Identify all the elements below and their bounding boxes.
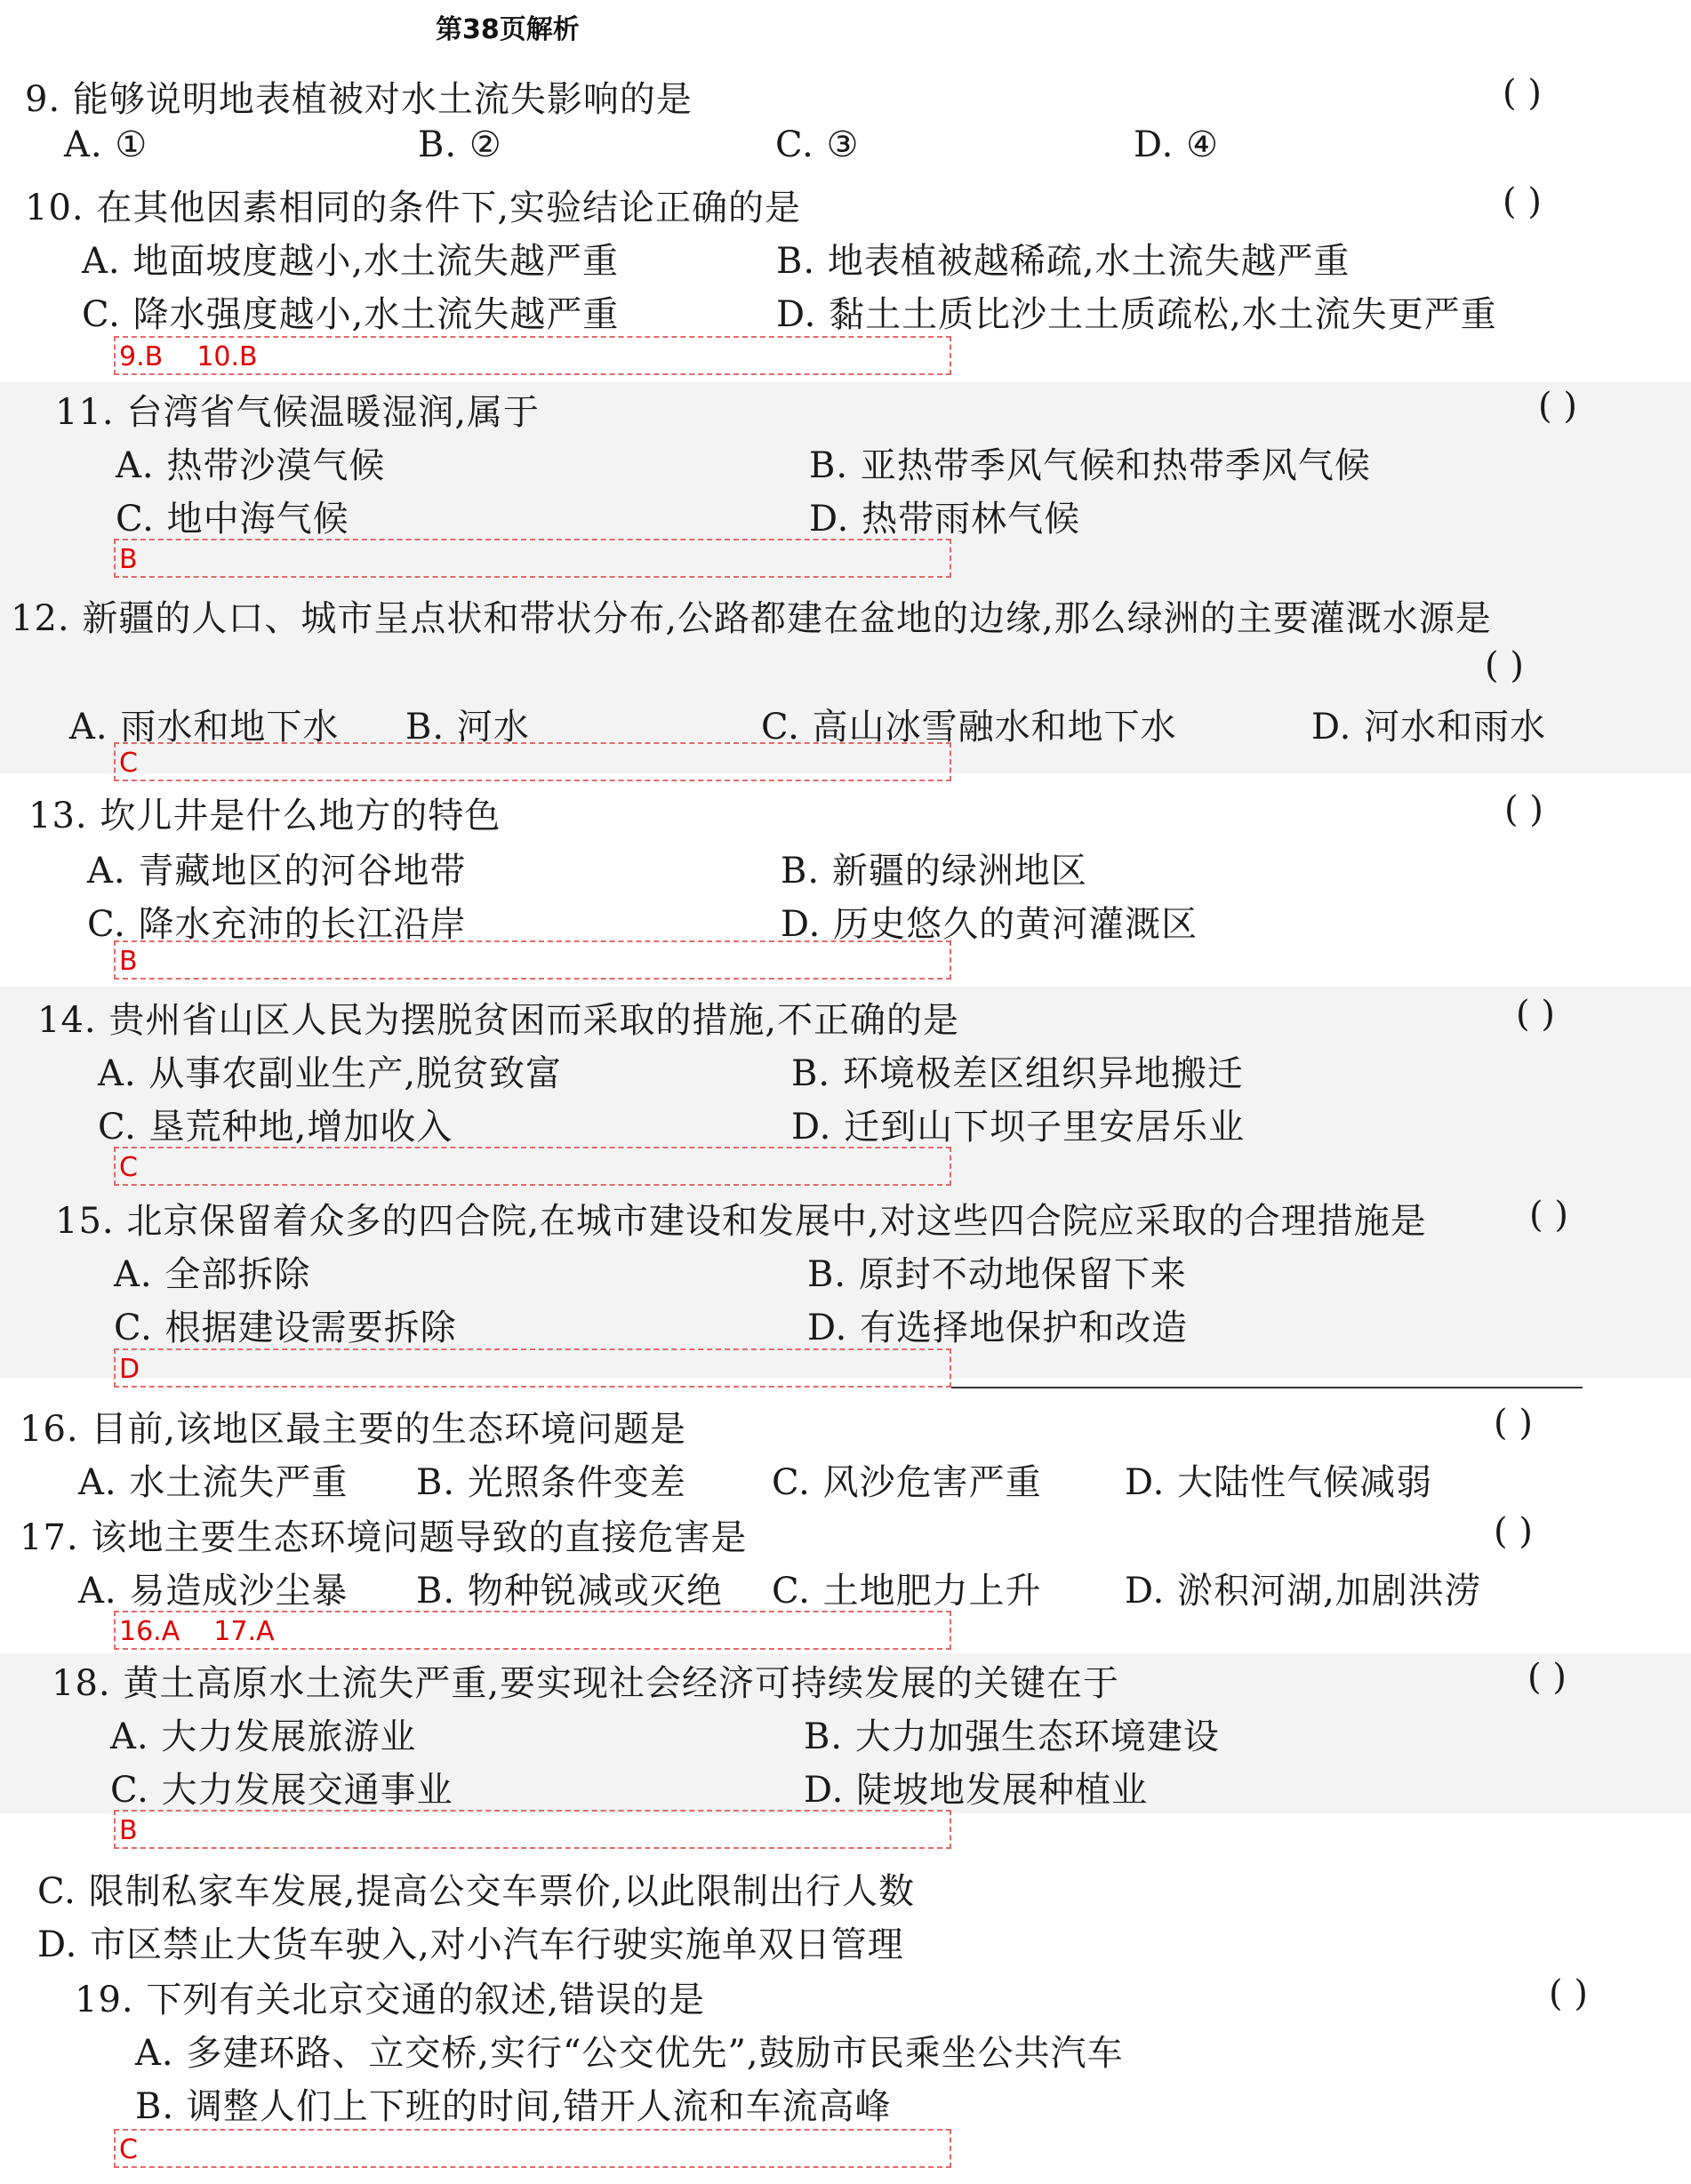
option-b: B. 原封不动地保留下来 bbox=[807, 1254, 1187, 1295]
option-a: A. 大力发展旅游业 bbox=[110, 1716, 417, 1757]
question-stem: 10. 在其他因素相同的条件下,实验结论正确的是 bbox=[25, 188, 802, 228]
option-a: A. 从事农副业生产,脱贫致富 bbox=[98, 1053, 563, 1094]
option-b: B. 大力加强生态环境建设 bbox=[804, 1716, 1220, 1757]
option-c: C. 垦荒种地,增加收入 bbox=[98, 1107, 453, 1148]
page-title: 第38页解析 bbox=[436, 14, 580, 45]
option-a: A. ① bbox=[64, 124, 148, 165]
option-c: C. 土地肥力上升 bbox=[772, 1571, 1042, 1612]
option-b: B. ② bbox=[418, 124, 502, 165]
option-c: C. 限制私家车发展,提高公交车票价,以此限制出行人数 bbox=[37, 1871, 916, 1912]
answer-box: 9.B 10.B bbox=[114, 336, 951, 375]
option-b: B. 河水 bbox=[405, 707, 530, 748]
option-d: D. 大陆性气候减弱 bbox=[1125, 1462, 1433, 1503]
question-stem: 18. 黄土高原水土流失严重,要实现社会经济可持续发展的关键在于 bbox=[52, 1663, 1120, 1704]
divider bbox=[951, 1387, 1583, 1388]
option-d: D. 陡坡地发展种植业 bbox=[804, 1770, 1149, 1811]
option-b: B. 物种锐减或灭绝 bbox=[416, 1571, 723, 1612]
answer-paren: ( ) bbox=[1494, 1403, 1533, 1444]
question-stem: 11. 台湾省气候温暖湿润,属于 bbox=[55, 392, 541, 433]
option-d: D. 淤积河湖,加剧洪涝 bbox=[1125, 1571, 1481, 1612]
question-stem: 17. 该地主要生态环境问题导致的直接危害是 bbox=[20, 1517, 748, 1558]
option-d: D. 有选择地保护和改造 bbox=[807, 1308, 1189, 1348]
answer-box: C bbox=[114, 1147, 951, 1186]
option-c: C. 降水强度越小,水土流失越严重 bbox=[82, 294, 620, 335]
option-c: C. 风沙危害严重 bbox=[772, 1462, 1042, 1503]
option-d: D. 迁到山下坝子里安居乐业 bbox=[791, 1107, 1246, 1148]
answer-box: 16.A 17.A bbox=[114, 1611, 951, 1650]
option-c: C. 降水充沛的长江沿岸 bbox=[87, 904, 467, 945]
question-stem: 12. 新疆的人口、城市呈点状和带状分布,公路都建在盆地的边缘,那么绿洲的主要灌溉水源是 bbox=[11, 598, 1492, 639]
answer-paren: ( ) bbox=[1549, 1973, 1588, 2014]
option-b: B. 调整人们上下班的时间,错开人流和车流高峰 bbox=[135, 2086, 892, 2127]
option-a: A. 全部拆除 bbox=[114, 1254, 311, 1295]
answer-paren: ( ) bbox=[1503, 181, 1542, 222]
question-stem: 13. 坎儿井是什么地方的特色 bbox=[28, 796, 501, 836]
answer-paren: ( ) bbox=[1503, 73, 1542, 114]
option-d: D. 历史悠久的黄河灌溉区 bbox=[781, 904, 1198, 945]
answer-box: C bbox=[114, 2129, 951, 2168]
answer-paren: ( ) bbox=[1538, 386, 1577, 427]
option-a: A. 热带沙漠气候 bbox=[116, 445, 386, 486]
answer-paren: ( ) bbox=[1494, 1511, 1533, 1552]
answer-box: B bbox=[114, 1810, 951, 1849]
option-b: B. 光照条件变差 bbox=[416, 1462, 686, 1503]
question-stem: 19. 下列有关北京交通的叙述,错误的是 bbox=[75, 1980, 706, 2020]
option-a: A. 青藏地区的河谷地带 bbox=[87, 851, 467, 892]
answer-box: C bbox=[114, 742, 951, 781]
option-b: B. 亚热带季风气候和热带季风气候 bbox=[809, 445, 1371, 486]
option-d: D. 黏土土质比沙土土质疏松,水土流失更严重 bbox=[776, 294, 1497, 335]
option-c: C. 大力发展交通事业 bbox=[110, 1770, 453, 1811]
answer-paren: ( ) bbox=[1529, 1195, 1568, 1236]
answer-box: B bbox=[114, 940, 951, 980]
question-stem: 16. 目前,该地区最主要的生态环境问题是 bbox=[20, 1409, 687, 1450]
answer-box: B bbox=[114, 539, 951, 578]
option-c: C. 高山冰雪融水和地下水 bbox=[761, 707, 1177, 748]
option-b: B. 地表植被越稀疏,水土流失越严重 bbox=[776, 241, 1350, 282]
option-c: C. 地中海气候 bbox=[116, 499, 349, 540]
option-a: A. 地面坡度越小,水土流失越严重 bbox=[82, 241, 620, 282]
option-a: A. 水土流失严重 bbox=[78, 1462, 349, 1503]
answer-paren: ( ) bbox=[1527, 1657, 1567, 1698]
option-b: B. 环境极差区组织异地搬迁 bbox=[791, 1053, 1244, 1094]
option-b: B. 新疆的绿洲地区 bbox=[781, 851, 1087, 892]
option-a: A. 多建环路、立交桥,实行“公交优先”,鼓励市民乘坐公共汽车 bbox=[135, 2033, 1124, 2074]
option-c: C. 根据建设需要拆除 bbox=[114, 1308, 457, 1348]
question-stem: 15. 北京保留着众多的四合院,在城市建设和发展中,对这些四合院应采取的合理措施是 bbox=[55, 1201, 1427, 1242]
option-d: D. 河水和雨水 bbox=[1311, 707, 1547, 748]
option-a: A. 雨水和地下水 bbox=[69, 707, 340, 748]
option-a: A. 易造成沙尘暴 bbox=[78, 1571, 349, 1612]
question-stem: 14. 贵州省山区人民为摆脱贫困而采取的措施,不正确的是 bbox=[37, 1000, 960, 1041]
option-c: C. ③ bbox=[775, 124, 860, 165]
answer-paren: ( ) bbox=[1504, 789, 1543, 830]
answer-box: D bbox=[114, 1348, 951, 1388]
answer-paren: ( ) bbox=[1485, 645, 1524, 686]
option-d: D. 市区禁止大货车驶入,对小汽车行驶实施单双日管理 bbox=[37, 1924, 904, 1965]
answer-paren: ( ) bbox=[1516, 994, 1555, 1035]
option-d: D. 热带雨林气候 bbox=[809, 499, 1081, 540]
question-stem: 9. 能够说明地表植被对水土流失影响的是 bbox=[25, 79, 693, 120]
option-d: D. ④ bbox=[1134, 124, 1219, 165]
